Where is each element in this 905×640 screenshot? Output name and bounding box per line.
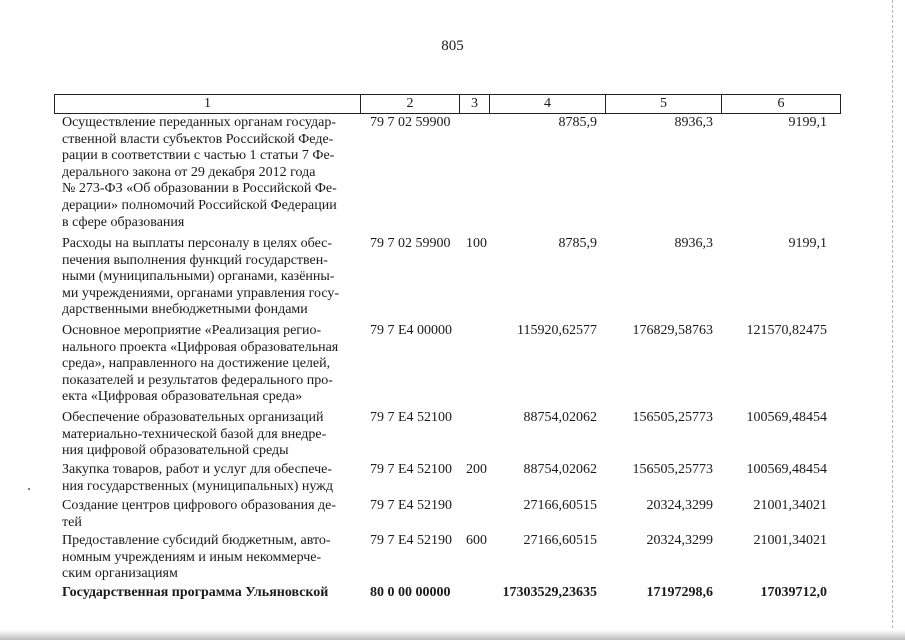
desc-line: показателей и результатов федерального про- xyxy=(62,372,333,388)
desc-line: дерального закона от 29 декабря 2012 года xyxy=(62,164,316,180)
desc-line: дарственными внебюджетными фондами xyxy=(62,302,308,318)
desc-line: ными (муниципальными) органами, казённы- xyxy=(62,269,335,285)
column-header-3: 3 xyxy=(459,95,489,113)
column-header-5: 5 xyxy=(605,95,721,113)
scan-speck xyxy=(28,488,30,490)
desc-line: ми учреждениями, органами управления госу- xyxy=(62,285,340,301)
row-value-col5: 8936,3 xyxy=(674,236,713,251)
column-header-6: 6 xyxy=(721,95,841,113)
desc-line: ственной власти субъектов Российской Феде- xyxy=(62,131,334,147)
column-header-2: 2 xyxy=(360,95,459,113)
scan-bottom-edge xyxy=(0,630,905,640)
row-value-col6: 9199,1 xyxy=(788,236,827,251)
row-value-col4: 88754,02062 xyxy=(523,462,597,477)
row-code: 79 7 Е4 52190 xyxy=(370,533,453,548)
row-value-col5: 20324,3299 xyxy=(646,533,713,548)
row-code: 79 7 Е4 00000 xyxy=(370,323,453,338)
row-value-col4: 17303529,23635 xyxy=(502,585,597,600)
desc-line: Предоставление субсидий бюджетным, авто- xyxy=(62,533,331,548)
desc-line: в сфере образования xyxy=(62,214,185,230)
table-row-desc xyxy=(62,585,360,602)
row-value-col5: 156505,25773 xyxy=(632,410,713,425)
row-code: 79 7 02 59900 xyxy=(370,115,451,130)
desc-line: № 273-ФЗ «Об образовании в Российской Фе- xyxy=(62,181,337,197)
desc-line: среда», направленного на достижение целей, xyxy=(62,356,331,372)
row-value-col6: 100569,48454 xyxy=(746,410,827,425)
row-value-col4: 8785,9 xyxy=(558,115,597,130)
row-value-col4: 8785,9 xyxy=(558,236,597,251)
desc-line: дерации» полномочий Российской Федерации xyxy=(62,197,337,213)
column-header-4: 4 xyxy=(489,95,605,113)
row-value-col4: 115920,62577 xyxy=(517,323,597,338)
table-row-desc xyxy=(62,498,360,531)
desc-line: тей xyxy=(62,514,82,530)
row-value-col5: 20324,3299 xyxy=(646,498,713,513)
desc-line: Основное мероприятие «Реализация регио- xyxy=(62,323,322,338)
desc-line: Государственная программа Ульяновской xyxy=(62,585,329,600)
row-value-col6: 21001,34021 xyxy=(753,498,827,513)
row-value-col6: 100569,48454 xyxy=(746,462,827,477)
desc-line: Закупка товаров, работ и услуг для обеспече- xyxy=(62,462,333,477)
row-value-col6: 21001,34021 xyxy=(753,533,827,548)
row-value-col5: 176829,58763 xyxy=(632,323,713,338)
row-value-col5: 156505,25773 xyxy=(632,462,713,477)
desc-line: печения выполнения функций государствен- xyxy=(62,252,328,268)
row-expense-type: 100 xyxy=(466,236,487,251)
desc-line: ния цифровой образовательной среды xyxy=(62,443,289,459)
row-value-col5: 8936,3 xyxy=(674,115,713,130)
table-row-desc xyxy=(62,236,360,319)
row-code: 79 7 Е4 52190 xyxy=(370,498,453,513)
table-row-desc xyxy=(62,410,360,460)
desc-line: Расходы на выплаты персоналу в целях обес- xyxy=(62,236,333,251)
desc-line: ским организациям xyxy=(62,566,178,582)
table-row-desc xyxy=(62,462,360,495)
desc-line: нального проекта «Цифровая образовательная xyxy=(62,339,339,355)
table-row-desc xyxy=(62,323,360,406)
desc-line: ния государственных (муниципальных) нужд xyxy=(62,478,333,494)
row-value-col6: 121570,82475 xyxy=(746,323,827,338)
row-value-col5: 17197298,6 xyxy=(646,585,713,600)
table-header xyxy=(54,94,841,114)
table-row-desc xyxy=(62,115,360,231)
row-value-col6: 9199,1 xyxy=(788,115,827,130)
desc-line: номным учреждениям и иным некоммерче- xyxy=(62,549,322,565)
desc-line: Создание центров цифрового образования де- xyxy=(62,498,337,513)
desc-line: материально-технической базой для внедре- xyxy=(62,426,327,442)
row-expense-type: 200 xyxy=(466,462,487,477)
row-value-col4: 27166,60515 xyxy=(523,533,597,548)
desc-line: екта «Цифровая образовательная среда» xyxy=(62,389,303,405)
page-number: 805 xyxy=(441,38,464,54)
row-value-col4: 88754,02062 xyxy=(523,410,597,425)
desc-line: Обеспечение образовательных организаций xyxy=(62,410,324,425)
row-code: 80 0 00 00000 xyxy=(370,585,451,600)
row-value-col4: 27166,60515 xyxy=(523,498,597,513)
page-margin-line xyxy=(892,0,893,628)
row-expense-type: 600 xyxy=(466,533,487,548)
row-code: 79 7 02 59900 xyxy=(370,236,451,251)
row-value-col6: 17039712,0 xyxy=(760,585,827,600)
row-code: 79 7 Е4 52100 xyxy=(370,410,453,425)
row-code: 79 7 Е4 52100 xyxy=(370,462,453,477)
desc-line: Осуществление переданных органам государ- xyxy=(62,115,337,130)
table-row-desc xyxy=(62,533,360,583)
column-header-1: 1 xyxy=(54,95,360,113)
desc-line: рации в соответствии с частью 1 статьи 7 Фе- xyxy=(62,148,335,164)
